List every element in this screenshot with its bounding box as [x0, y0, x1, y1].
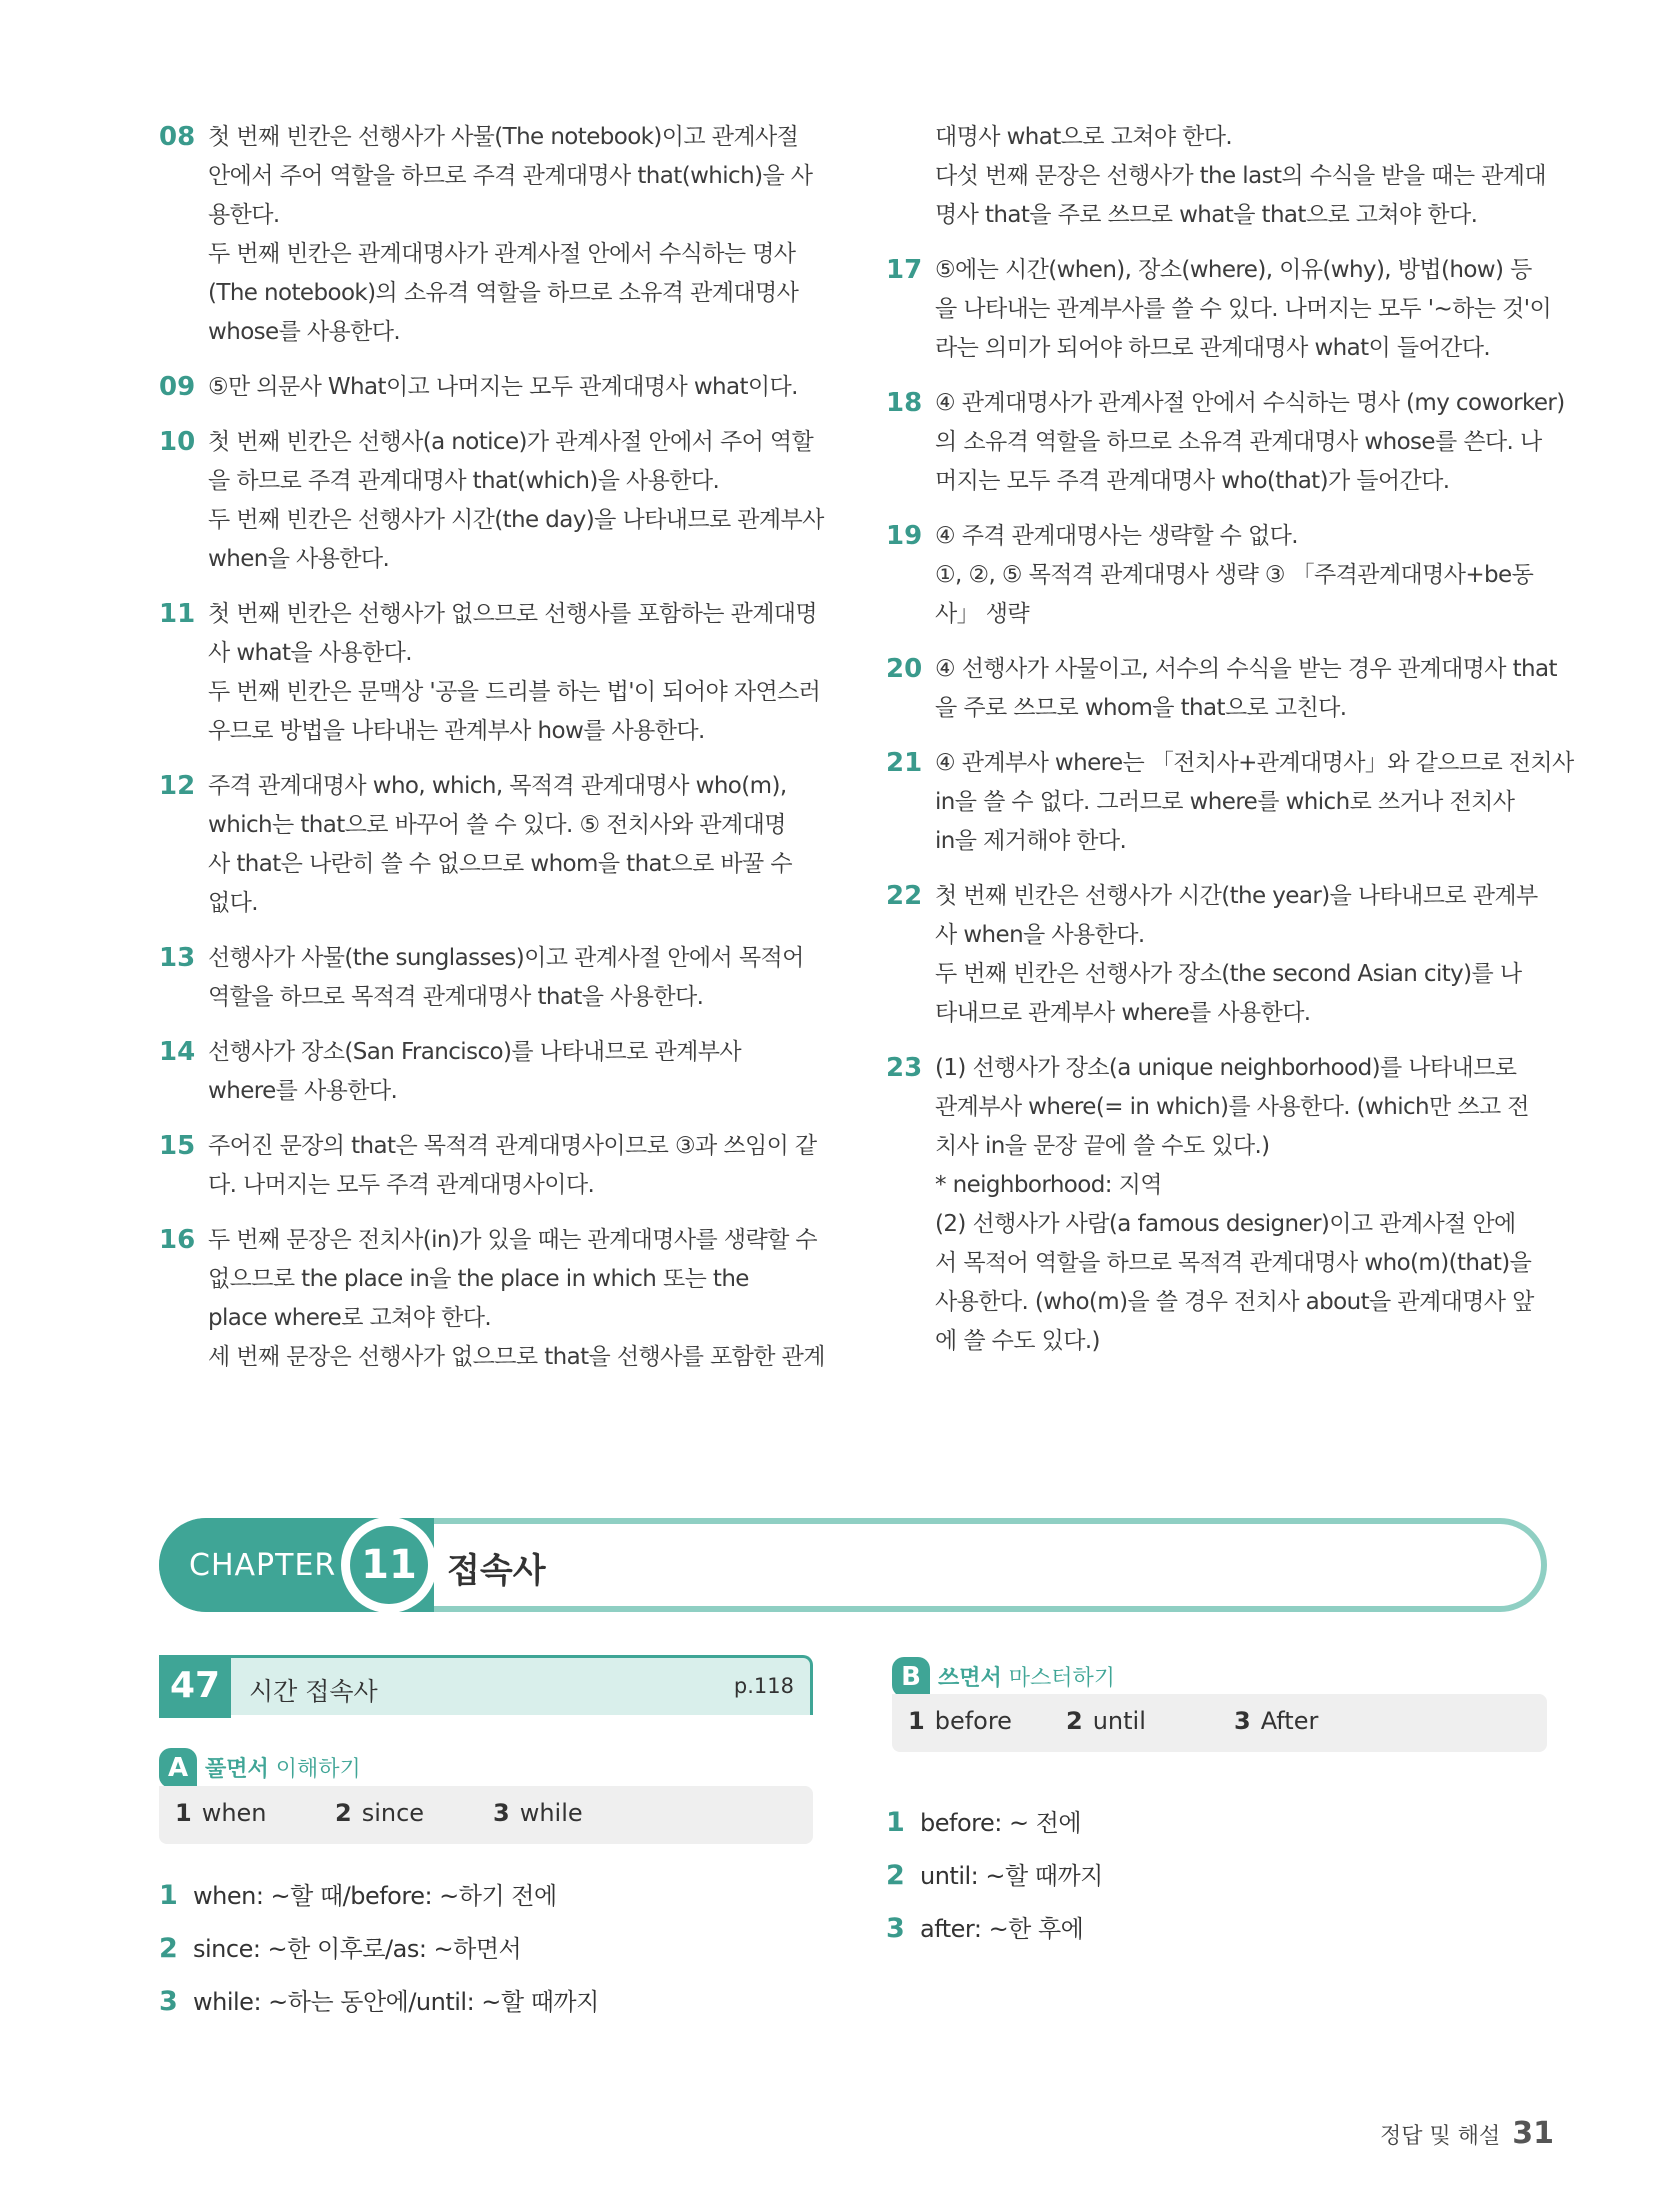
section-page-ref: p.118 — [733, 1674, 794, 1698]
text-line: 명사 that을 주로 쓰므로 what을 that으로 고쳐야 한다. — [935, 202, 1478, 228]
answer-item-15 — [159, 1127, 819, 1205]
text-line: 두 번째 문장은 전치사(in)가 있을 때는 관계대명사를 생략할 수 — [208, 1227, 818, 1253]
page-footer — [1380, 2116, 1554, 2151]
text-line: (The notebook)의 소유격 역할을 하므로 소유격 관계대명사 — [208, 280, 799, 306]
explanation-number: 3 — [886, 1913, 905, 1944]
explanation-text: after: ~한 후에 — [920, 1915, 1084, 1943]
answer-text — [935, 744, 1574, 861]
chapter-number-circle — [341, 1517, 437, 1613]
text-line: 대명사 what으로 고쳐야 한다. — [935, 124, 1233, 150]
answer-text — [935, 517, 1546, 634]
text-line: ④ 관계대명사가 관계사절 안에서 수식하는 명사 (my coworker) — [935, 390, 1565, 416]
text-line: 첫 번째 빈칸은 선행사가 사물(The notebook)이고 관계사절 — [208, 124, 799, 150]
text-line: ⑤만 의문사 What이고 나머지는 모두 관계대명사 what이다. — [208, 374, 798, 400]
text-line: whose를 사용한다. — [208, 319, 401, 345]
footer-label: 정답 및 해설 — [1380, 2124, 1501, 2149]
answer-number: 23 — [886, 1053, 923, 1083]
part-a-explanation-1 — [159, 1876, 557, 1911]
text-line: 사 that은 나란히 쓸 수 없으므로 whom을 that으로 바꿀 수 — [208, 851, 792, 877]
text-line: in을 쓸 수 없다. 그러므로 where를 which로 쓰거나 전치사 — [935, 789, 1515, 815]
part-a-explanation-3 — [159, 1982, 599, 2017]
text-line: 치사 in을 문장 끝에 쓸 수도 있다.) — [935, 1133, 1270, 1159]
right-answer-column — [886, 118, 1574, 1377]
part-b-answer-3 — [1234, 1707, 1318, 1735]
answer-text — [935, 1049, 1546, 1361]
answer-item-13 — [159, 939, 819, 1017]
text-line: 에 쓸 수도 있다.) — [935, 1328, 1100, 1354]
part-b-answer-1 — [908, 1707, 1012, 1735]
text-line: which는 that으로 바꾸어 쓸 수 있다. ⑤ 전치사와 관계대명 — [208, 812, 786, 838]
answer-item-16 — [159, 1221, 825, 1377]
text-line: 두 번째 빈칸은 선행사가 장소(the second Asian city)를 나 — [935, 961, 1522, 987]
text-line: 없으므로 the place in을 the place in which 또는 the — [208, 1266, 749, 1292]
text-line: 두 번째 빈칸은 관계대명사가 관계사절 안에서 수식하는 명사 — [208, 241, 796, 267]
answer-number: 2 — [1066, 1707, 1083, 1735]
answer-text — [935, 650, 1557, 728]
text-line: 선행사가 장소(San Francisco)를 나타내므로 관계부사 — [208, 1039, 741, 1065]
answer-text: since — [361, 1799, 425, 1827]
text-line: 두 번째 빈칸은 문맥상 '공을 드리블 하는 법'이 되어야 자연스러 — [208, 679, 821, 705]
text-line: ④ 관계부사 where는 「전치사+관계대명사」와 같으므로 전치사 — [935, 750, 1574, 776]
text-line: 두 번째 빈칸은 선행사가 시간(the day)을 나타내므로 관계부사 — [208, 507, 824, 533]
text-line: ⑤에는 시간(when), 장소(where), 이유(why), 방법(how) 등 — [935, 257, 1532, 283]
text-line: 다섯 번째 문장은 선행사가 the last의 수식을 받을 때는 관계대 — [935, 163, 1547, 189]
answer-text — [208, 1033, 819, 1111]
answer-number: 3 — [1234, 1707, 1251, 1735]
answer-number: 20 — [886, 654, 923, 684]
text-line: 관계부사 where(= in which)를 사용한다. (which만 쓰고 전 — [935, 1094, 1529, 1120]
text-line: ④ 주격 관계대명사는 생략할 수 없다. — [935, 523, 1298, 549]
explanation-text: until: ~할 때까지 — [920, 1862, 1103, 1890]
text-line: * neighborhood: 지역 — [935, 1172, 1162, 1198]
answer-item-17 — [886, 251, 1552, 368]
part-a-title-rest: 이해하기 — [268, 1757, 361, 1782]
text-line: 다. 나머지는 모두 주격 관계대명사이다. — [208, 1172, 595, 1198]
answer-text: before — [934, 1707, 1012, 1735]
text-line: (2) 선행사가 사람(a famous designer)이고 관계사절 안에 — [935, 1211, 1516, 1237]
answer-number: 3 — [493, 1799, 510, 1827]
part-b-answer-box — [892, 1694, 1547, 1752]
text-line: 없다. — [208, 890, 258, 916]
explanation-number: 2 — [886, 1860, 905, 1891]
part-a-answer-box — [159, 1786, 813, 1844]
text-line: ①, ②, ⑤ 목적격 관계대명사 생략 ③ 「주격관계대명사+be동 — [935, 562, 1534, 588]
text-line: 사 when을 사용한다. — [935, 922, 1145, 948]
answer-number: 18 — [886, 388, 923, 418]
text-line: in을 제거해야 한다. — [935, 828, 1127, 854]
answer-number: 15 — [159, 1131, 196, 1161]
part-b-answer-2 — [1066, 1707, 1146, 1735]
answer-item-21 — [886, 744, 1574, 861]
explanation-text: before: ~ 전에 — [920, 1809, 1082, 1837]
text-line: 머지는 모두 주격 관계대명사 who(that)가 들어간다. — [935, 468, 1450, 494]
section-header — [159, 1655, 813, 1715]
part-a-explanation-2 — [159, 1929, 521, 1964]
text-line: 라는 의미가 되어야 하므로 관계대명사 what이 들어간다. — [935, 335, 1491, 361]
text-line: 주어진 문장의 that은 목적격 관계대명사이므로 ③과 쓰임이 같 — [208, 1133, 817, 1159]
answer-text: when — [201, 1799, 267, 1827]
answer-item-23 — [886, 1049, 1546, 1361]
text-line: 우므로 방법을 나타내는 관계부사 how를 사용한다. — [208, 718, 705, 744]
part-b-explanation-3 — [886, 1909, 1083, 1944]
text-line: 을 하므로 주격 관계대명사 that(which)을 사용한다. — [208, 468, 720, 494]
part-a-badge: A — [159, 1748, 197, 1788]
answer-text — [208, 595, 820, 751]
answer-number: 17 — [886, 255, 923, 285]
text-line: 서 목적어 역할을 하므로 목적격 관계대명사 who(m)(that)을 — [935, 1250, 1532, 1276]
answer-text: After — [1260, 1707, 1319, 1735]
answer-16-continuation — [886, 118, 1546, 235]
answer-item-18 — [886, 384, 1565, 501]
answer-text: until — [1092, 1707, 1146, 1735]
text-line: when을 사용한다. — [208, 546, 390, 572]
answer-item-19 — [886, 517, 1546, 634]
text-line: ④ 선행사가 사물이고, 서수의 수식을 받는 경우 관계대명사 that — [935, 656, 1557, 682]
answer-text — [935, 877, 1546, 1033]
answer-number: 19 — [886, 521, 923, 551]
part-b-explanation-1 — [886, 1803, 1081, 1838]
answer-number: 1 — [908, 1707, 925, 1735]
answer-number: 10 — [159, 427, 196, 457]
answer-text — [208, 1221, 825, 1377]
answer-number: 16 — [159, 1225, 196, 1255]
explanation-number: 3 — [159, 1986, 178, 2017]
text-line: where를 사용한다. — [208, 1078, 398, 1104]
chapter-label: CHAPTER — [189, 1548, 337, 1583]
chapter-title: 접속사 — [447, 1551, 546, 1591]
chapter-banner — [159, 1518, 1547, 1612]
text-line: 세 번째 문장은 선행사가 없으므로 that을 선행사를 포함한 관계 — [208, 1344, 825, 1370]
answer-item-09 — [159, 368, 819, 407]
answer-number: 22 — [886, 881, 923, 911]
answer-number: 09 — [159, 372, 196, 402]
explanation-text: since: ~한 이후로/as: ~하면서 — [193, 1935, 522, 1963]
answer-number: 13 — [159, 943, 196, 973]
chapter-number: 11 — [350, 1526, 428, 1604]
answer-number: 1 — [175, 1799, 192, 1827]
answer-text — [208, 368, 819, 407]
text-line: 선행사가 사물(the sunglasses)이고 관계사절 안에서 목적어 — [208, 945, 804, 971]
answer-number: 11 — [159, 599, 196, 629]
answer-number: 14 — [159, 1037, 196, 1067]
text-line: 안에서 주어 역할을 하므로 주격 관계대명사 that(which)을 사 — [208, 163, 813, 189]
part-b-badge: B — [892, 1657, 930, 1697]
answer-number: 2 — [335, 1799, 352, 1827]
explanation-number: 1 — [159, 1880, 178, 1911]
answer-item-14 — [159, 1033, 819, 1111]
answer-item-12 — [159, 767, 819, 923]
part-a-title-bold: 풀면서 — [205, 1757, 269, 1782]
answer-text — [208, 423, 824, 579]
answer-text — [935, 384, 1565, 501]
answer-text — [208, 118, 819, 352]
section-number: 47 — [159, 1655, 231, 1718]
answer-text — [208, 1127, 819, 1205]
text-line: place where로 고쳐야 한다. — [208, 1305, 492, 1331]
answer-text — [935, 251, 1551, 368]
text-line: 을 나타내는 관계부사를 쓸 수 있다. 나머지는 모두 '~하는 것'이 — [935, 296, 1552, 322]
part-b-title-bold: 쓰면서 — [938, 1666, 1002, 1691]
part-b-title — [938, 1661, 1115, 1692]
text-line: 타내므로 관계부사 where를 사용한다. — [935, 1000, 1311, 1026]
text-line: 의 소유격 역할을 하므로 소유격 관계대명사 whose를 쓴다. 나 — [935, 429, 1542, 455]
answer-item-11 — [159, 595, 819, 751]
answer-item-22 — [886, 877, 1546, 1033]
text-line: 사 what을 사용한다. — [208, 640, 412, 666]
part-b-title-rest: 마스터하기 — [1001, 1666, 1116, 1691]
text-line: 역할을 하므로 목적격 관계대명사 that을 사용한다. — [208, 984, 704, 1010]
answer-number: 08 — [159, 122, 196, 152]
answer-text: while — [519, 1799, 583, 1827]
text-line: 사」 생략 — [935, 601, 1029, 627]
text-line: 용한다. — [208, 202, 280, 228]
text-line: 을 주로 쓰므로 whom을 that으로 고친다. — [935, 695, 1347, 721]
page-number: 31 — [1512, 2116, 1554, 2151]
section-title: 시간 접속사 — [249, 1677, 378, 1706]
explanation-number: 2 — [159, 1933, 178, 1964]
part-a-answer-1 — [175, 1799, 267, 1827]
answer-text — [208, 939, 819, 1017]
text-line: 사용한다. (who(m)을 쓸 경우 전치사 about을 관계대명사 앞 — [935, 1289, 1534, 1315]
left-answer-column — [159, 118, 825, 1393]
part-a-title — [205, 1752, 361, 1783]
explanation-text: while: ~하는 동안에/until: ~할 때까지 — [193, 1988, 599, 2016]
explanation-number: 1 — [886, 1807, 905, 1838]
explanation-text: when: ~할 때/before: ~하기 전에 — [193, 1882, 557, 1910]
text-line: 첫 번째 빈칸은 선행사(a notice)가 관계사절 안에서 주어 역할 — [208, 429, 814, 455]
part-a-answer-3 — [493, 1799, 583, 1827]
text-line: 첫 번째 빈칸은 선행사가 시간(the year)을 나타내므로 관계부 — [935, 883, 1538, 909]
text-line: 첫 번째 빈칸은 선행사가 없으므로 선행사를 포함하는 관계대명 — [208, 601, 818, 627]
part-b-explanation-2 — [886, 1856, 1103, 1891]
answer-item-10 — [159, 423, 824, 579]
answer-number: 21 — [886, 748, 923, 778]
part-a-answer-2 — [335, 1799, 424, 1827]
answer-text — [208, 767, 819, 923]
answer-item-20 — [886, 650, 1557, 728]
answer-item-08 — [159, 118, 819, 352]
text-line: (1) 선행사가 장소(a unique neighborhood)를 나타내므로 — [935, 1055, 1517, 1081]
answer-number: 12 — [159, 771, 196, 801]
text-line: 주격 관계대명사 who, which, 목적격 관계대명사 who(m), — [208, 773, 787, 799]
